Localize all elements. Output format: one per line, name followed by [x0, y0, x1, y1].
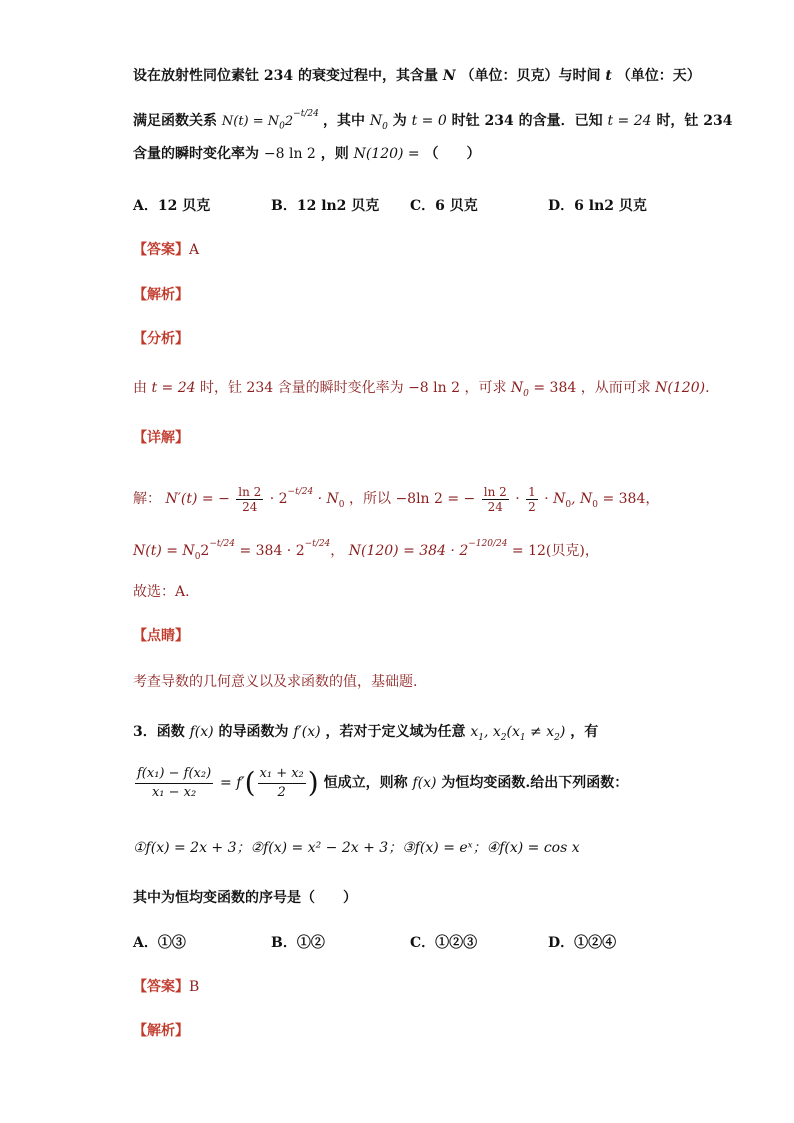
frac-num: 1: [528, 484, 536, 499]
function-3: ③f(x) = eˣ；: [402, 840, 487, 856]
t-equals-24: t = 24: [607, 113, 652, 129]
answer-blank: （ ）: [424, 146, 481, 162]
left-paren: (: [244, 766, 256, 799]
fenxi-text-part: ，从而可求: [580, 380, 651, 396]
answer-value: B: [189, 979, 200, 995]
q2-text: 时，钍 234: [656, 113, 733, 129]
answer-tag: 【答案】: [133, 242, 189, 258]
power-base: · 2: [269, 491, 288, 507]
power-exp: −t/24: [287, 487, 314, 497]
frac-num: ln 2: [483, 484, 507, 499]
q3-text: ，有: [570, 724, 599, 740]
x-var: , x: [483, 724, 501, 740]
N0-sub: 0: [565, 499, 572, 510]
f-prime-x: f′(x): [293, 724, 321, 740]
right-paren: ): [307, 766, 319, 799]
result-value: = 12: [507, 543, 546, 559]
N0-sub: 0: [194, 551, 201, 562]
fraction-half: [526, 485, 538, 514]
N0-value: = 384: [528, 380, 577, 396]
t-equals-0: t = 0: [411, 113, 447, 129]
frac-num: x₁ + x₂: [258, 765, 306, 784]
q3-ask: 其中为恒均变函数的序号是（ ）: [133, 890, 357, 906]
xiangjie-tag: 【详解】: [133, 430, 189, 446]
q2-line-3: [133, 144, 754, 164]
q3-option-b: B．①②: [271, 935, 325, 951]
solution-text: ，: [330, 543, 345, 559]
q2-text: （单位：天）: [616, 68, 701, 84]
q2-option-b: B．12 ln2 贝克: [271, 198, 380, 214]
x-sub: 1: [478, 732, 484, 743]
midpoint-fraction: [258, 765, 306, 802]
frac-den: 2: [528, 499, 536, 514]
answer-2: [133, 240, 754, 260]
N0-text: N: [510, 380, 524, 396]
q3-option-c: C．①②③: [410, 935, 478, 951]
x-sub: 2: [500, 732, 507, 743]
q3-line-1: [133, 722, 754, 748]
var-t: t: [605, 68, 612, 84]
N-120-expr: N(120): [655, 380, 706, 396]
answer-3: [133, 977, 754, 997]
formula-text: N(t) = N: [221, 114, 280, 129]
dianjing-heading: [133, 626, 754, 646]
fenxi-tag: 【分析】: [133, 331, 189, 347]
function-1: ①f(x) = 2x + 3；: [133, 840, 251, 856]
q3-line-2: [133, 760, 754, 806]
xiangjie-heading: [133, 428, 754, 448]
answer-tag: 【答案】: [133, 979, 189, 995]
N0-sub: 0: [592, 499, 598, 510]
power-exp: −120/24: [468, 539, 508, 549]
formula-exp: −t/24: [293, 109, 319, 119]
equation-lhs: −8ln 2 = −: [395, 491, 476, 507]
rate-value: −8 ln 2: [408, 380, 461, 396]
fenxi-text-part: .: [705, 380, 710, 396]
fenxi-text-part: ，可求: [464, 380, 507, 396]
q3-text: 为恒均变函数.给出下列函数：: [441, 775, 629, 791]
N0-factor: · N: [317, 491, 339, 507]
x1-x2: [470, 724, 566, 743]
solution-line-1: [133, 474, 754, 514]
fenxi-text-part: 时，钍 234 含量的瞬时变化率为: [199, 380, 404, 396]
fenxi-text-part: 由: [133, 380, 147, 396]
function-2: ②f(x) = x² − 2x + 3；: [250, 840, 403, 856]
x-sub: 1: [519, 732, 526, 743]
q2-text: ，则: [320, 146, 349, 162]
t-equals-24: t = 24: [151, 380, 196, 396]
var-N: N: [442, 68, 456, 84]
f-x: f(x): [189, 724, 214, 740]
fraction-ln2-24-b: [482, 485, 509, 514]
q2-text: 满足函数关系: [133, 113, 217, 129]
equation-rhs: = 384 · 2: [235, 543, 305, 559]
q3-functions: [133, 838, 754, 858]
frac-num: f(x₁) − f(x₂): [135, 765, 213, 784]
analysis-tag: 【解析】: [133, 287, 189, 303]
N0-sub: 0: [523, 388, 529, 399]
answer-value: A: [189, 242, 200, 258]
formula-sub: 0: [279, 121, 285, 132]
dot: ·: [515, 491, 520, 507]
derivative-expr: N′(t) = −: [165, 491, 230, 507]
N-120-expr: N(120) =: [353, 146, 420, 162]
q3-text: 3．函数: [133, 724, 185, 740]
N0-factor: · N: [544, 491, 566, 507]
x-sub: 2: [554, 732, 560, 743]
q2-option-a: A．12 贝克: [133, 198, 211, 214]
q2-option-d: D．6 ln2 贝克: [548, 198, 647, 214]
rate-value: −8 ln 2: [263, 146, 316, 162]
q3-text: 的导函数为: [218, 724, 289, 740]
q3-text: 恒成立，则称: [323, 775, 408, 791]
function-4: ④f(x) = cos x: [486, 840, 580, 856]
guxuan: 故选：A.: [133, 584, 190, 600]
frac-num: ln 2: [238, 484, 262, 499]
cond: (x: [506, 724, 520, 740]
q2-text: 时钍 234 的含量．已知: [451, 113, 603, 129]
N0-expr: [510, 380, 577, 399]
frac-den: 24: [487, 499, 503, 514]
power-exp: −t/24: [304, 539, 331, 549]
q2-line-2: [133, 104, 754, 137]
N0-factor: , N: [571, 491, 593, 507]
analysis-3: [133, 1021, 754, 1041]
analysis-tag: 【解析】: [133, 1023, 189, 1039]
formula-N-t: [221, 109, 323, 132]
N0-value: = 384，: [598, 491, 660, 507]
x-var: x: [470, 724, 479, 740]
q2-text: （单位：贝克）与时间: [460, 68, 601, 84]
power-base: 2: [200, 543, 210, 559]
q3-option-a: A．①③: [133, 935, 186, 951]
q2-text: 为: [392, 113, 407, 129]
eq-f-prime: = f′: [220, 775, 245, 791]
dianjing-tag: 【点睛】: [133, 628, 189, 644]
var-N0: [369, 113, 388, 132]
solution-line-2: [133, 534, 754, 567]
fraction-ln2-24: [236, 485, 263, 514]
frac-den: 24: [242, 499, 258, 514]
fenxi-text: [133, 378, 754, 404]
f-x: f(x): [412, 775, 437, 791]
result-unit: (贝克)，: [545, 543, 599, 559]
var-N0-text: N: [369, 113, 383, 129]
N0-sub: 0: [338, 499, 345, 510]
var-N0-sub: 0: [382, 121, 388, 132]
N-120-calc: N(120) = 384 · 2: [348, 543, 469, 559]
mean-difference-fraction: [135, 765, 213, 802]
solution-prefix: 解：: [133, 491, 161, 507]
q3-option-d: D．①②④: [548, 935, 617, 951]
formula-base: 2: [284, 114, 294, 129]
frac-den: 2: [277, 784, 286, 800]
q2-line-1: [133, 66, 754, 86]
frac-den: x₁ − x₂: [151, 784, 197, 800]
q2-text: 含量的瞬时变化率为: [133, 146, 259, 162]
q2-option-c: C．6 贝克: [410, 198, 478, 214]
q2-text: ，其中: [322, 113, 365, 129]
cond: ): [559, 724, 566, 740]
N-t-expr: N(t) = N: [133, 543, 195, 559]
solution-text: ，所以: [348, 491, 391, 507]
analysis-2: [133, 285, 754, 305]
dianjing-text: 考查导数的几何意义以及求函数的值，基础题.: [133, 674, 418, 690]
cond: ≠ x: [525, 724, 555, 740]
q2-text: 设在放射性同位素钍 234 的衰变过程中，其含量: [133, 68, 438, 84]
q3-text: ，若对于定义域为任意: [325, 724, 466, 740]
power-exp: −t/24: [209, 539, 235, 549]
fenxi-heading: [133, 329, 754, 349]
